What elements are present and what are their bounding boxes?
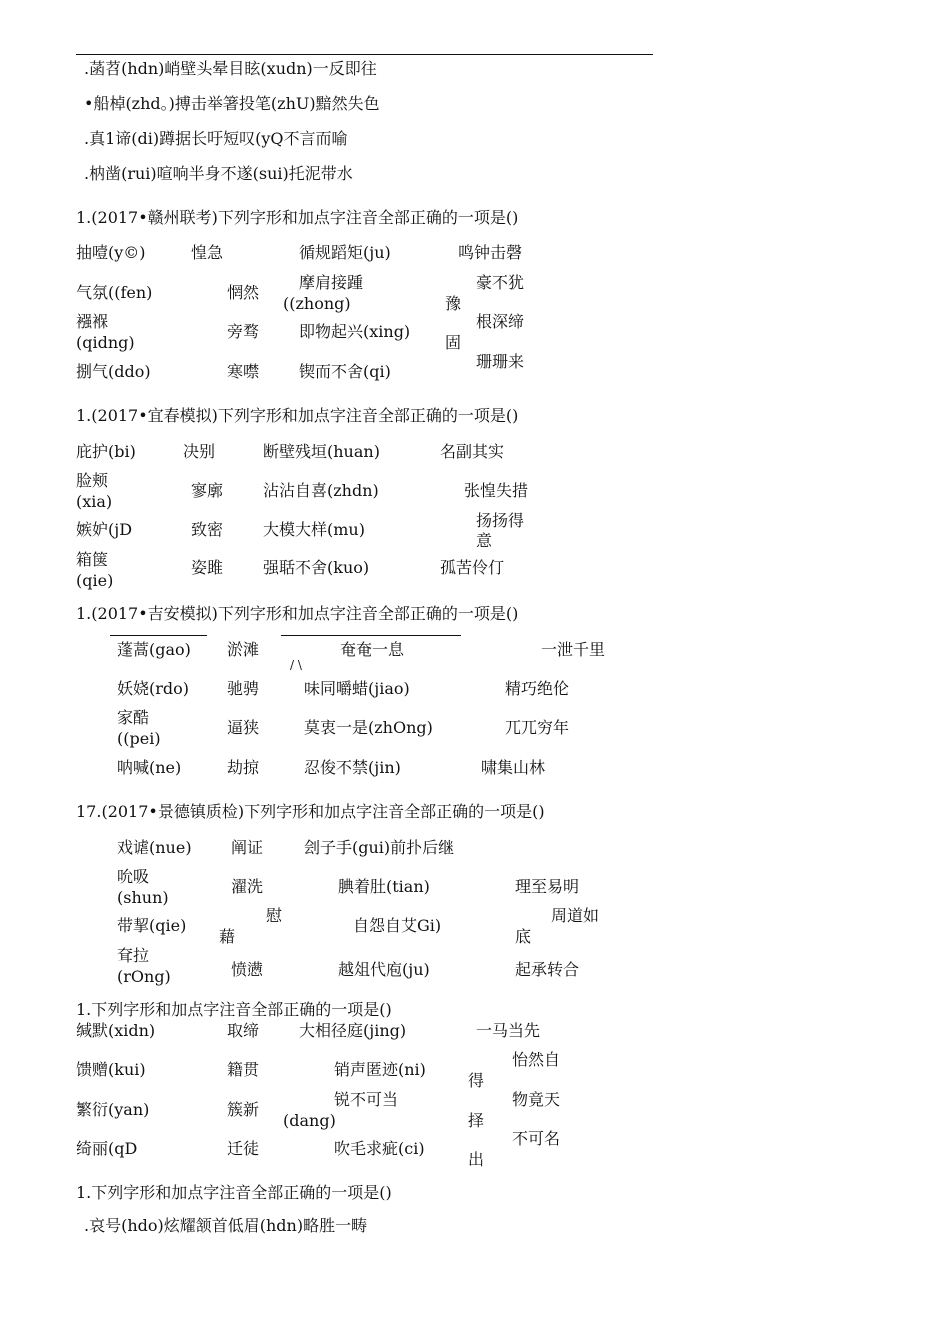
q3-option-c4: 兀兀穷年 [505, 718, 570, 737]
q5-option-a4: 一马当先 [476, 1021, 541, 1040]
q2-option-c1: 嫉妒(jD [76, 520, 133, 539]
q1-option-a2: 惶急 [191, 243, 224, 262]
q1-option-d4: 珊珊来 [476, 352, 525, 371]
q1-option-c3: 即物起兴(xing) [299, 322, 411, 341]
q3-option-b3: 味同嚼蜡(jiao) [304, 679, 410, 698]
q2-option-a3: 断壁残垣(huan) [263, 442, 380, 461]
q4-option-c1: 带挈(qie) [117, 916, 187, 935]
q1-col-char-2: 固 [445, 333, 462, 352]
q5-col-char-2: 择 [468, 1111, 485, 1130]
q6-option-a: .哀号(hdo)炫耀颔首低眉(hdn)略胜一畴 [84, 1216, 368, 1235]
q4-option-c2b: 藉 [219, 927, 236, 946]
q2-option-b1: 脸颊 [76, 471, 109, 490]
q1-option-a1: 抽噎(y©) [76, 243, 146, 262]
q4-option-a1: 戏谑(nue) [117, 838, 192, 857]
q2-option-d4: 孤苦伶仃 [440, 558, 505, 577]
q4-option-c4-cont: 底 [515, 927, 532, 946]
q5-option-c1: 繁衍(yan) [76, 1100, 150, 1119]
q4-option-b2: 濯洗 [231, 877, 264, 896]
q3-option-d1: 呐喊(ne) [117, 758, 182, 777]
q1-option-b1: 气氛((fen) [76, 283, 153, 302]
q5-option-b1: 馈赠(kui) [76, 1060, 146, 1079]
q5-col-char-1: 得 [468, 1071, 485, 1090]
q1-option-a3: 循规蹈矩(ju) [299, 243, 391, 262]
q5-option-c3: 锐不可当 [334, 1090, 399, 1109]
q2-option-b1-pinyin: (xia) [76, 492, 113, 511]
q4-option-a3: 刽子手(gui)前扑后继 [304, 838, 455, 857]
q2-option-a4: 名副其实 [440, 442, 505, 461]
q2-option-a1: 庇护(bi) [76, 442, 136, 461]
q3-option-a2: 淤滩 [227, 640, 260, 659]
q3-option-b1: 妖娆(rdo) [117, 679, 190, 698]
q2-option-b4: 张惶失措 [464, 481, 529, 500]
q2-option-d1-pinyin-clip [76, 571, 136, 590]
q4-option-d1-pinyin: (rOng) [117, 967, 171, 986]
q1-col-char-1: 豫 [445, 294, 462, 313]
q2-option-b3: 沾沾自喜(zhdn) [263, 481, 379, 500]
q3-option-a1: 蓬蒿(gao) [117, 640, 191, 659]
q4-option-b3: 腆着肚(tian) [338, 877, 430, 896]
q2-option-d3: 强聒不舍(kuo) [263, 558, 370, 577]
q3-option-b4: 精巧绝伦 [505, 679, 570, 698]
q1-option-d2: 寒噤 [227, 362, 260, 381]
question-5-stem: 1.下列字形和加点字注音全部正确的一项是() [76, 1000, 392, 1019]
question-6-stem: 1.下列字形和加点字注音全部正确的一项是() [76, 1183, 392, 1202]
q3-option-d2: 劫掠 [227, 758, 260, 777]
q4-option-d4: 起承转合 [515, 960, 580, 979]
q3-option-c2: 逼狭 [227, 718, 260, 737]
q3-option-c1: 家酷 [117, 708, 150, 727]
intro-line-2: •船棹(zhd。)搏击举箸投笔(zhU)黯然失色 [84, 94, 380, 113]
question-3-stem: 1.(2017•吉安模拟)下列字形和加点字注音全部正确的一项是() [76, 604, 519, 623]
q5-option-b3: 销声匿迹(ni) [334, 1060, 426, 1079]
q4-option-c4: 周道如 [551, 906, 600, 925]
q4-option-c2a: 慰 [266, 906, 283, 925]
q3-option-d4: 啸集山林 [481, 758, 546, 777]
q1-option-c2: 旁骛 [227, 322, 260, 341]
q5-option-c4: 物竟天 [512, 1090, 561, 1109]
q1-option-c1-pinyin: (qidng) [76, 333, 135, 352]
q4-option-d3: 越俎代庖(ju) [338, 960, 430, 979]
q2-option-b2: 寥廓 [191, 481, 224, 500]
q3-option-c1-pinyin: ((pei) [117, 729, 161, 748]
question-1-stem: 1.(2017•赣州联考)下列字形和加点字注音全部正确的一项是() [76, 208, 519, 227]
question-2-stem: 1.(2017•宜春模拟)下列字形和加点字注音全部正确的一项是() [76, 406, 519, 425]
q4-option-b4: 理至易明 [515, 877, 580, 896]
q5-option-a2: 取缔 [227, 1021, 260, 1040]
q5-option-d1: 绮丽(qD [76, 1139, 138, 1158]
q5-col-char-3: 出 [468, 1150, 485, 1169]
q3-rule-right [281, 635, 461, 636]
q4-option-d1-pinyin-clip [117, 967, 177, 986]
question-4-stem: 17.(2017•景德镇质检)下列字形和加点字注音全部正确的一项是() [76, 802, 545, 821]
q1-option-d1: 捌气(ddo) [76, 362, 151, 381]
q2-option-d1: 箱箧 [76, 550, 109, 569]
q1-option-a4: 鸣钟击磬 [458, 243, 523, 262]
q4-option-b1: 吮吸 [117, 867, 150, 886]
top-rule [76, 54, 653, 55]
q5-option-b2: 籍贯 [227, 1060, 260, 1079]
q5-option-a3: 大相径庭(jing) [299, 1021, 407, 1040]
q4-option-d2: 愤懑 [231, 960, 264, 979]
q1-option-c1: 襁褓 [76, 312, 109, 331]
q5-option-a1: 缄默(xidn) [76, 1021, 156, 1040]
intro-line-4: .枘凿(rui)喧响半身不遂(sui)托泥带水 [84, 164, 353, 183]
q3-option-a3-marks: / \ [290, 658, 302, 672]
q3-option-a4: 一泄千里 [541, 640, 606, 659]
q1-option-b3-pinyin: ((zhong) [283, 294, 351, 313]
q3-option-b2: 驰骋 [227, 679, 260, 698]
q3-option-a3: 奄奄一息 [340, 640, 405, 659]
q4-option-b1-pinyin: (shun) [117, 888, 169, 907]
q5-option-c2: 簇新 [227, 1100, 260, 1119]
q2-option-a2: 决别 [183, 442, 216, 461]
q5-option-b4: 怡然自 [512, 1050, 561, 1069]
q4-option-c3: 自怨自艾Gi) [353, 916, 442, 935]
q5-option-d3: 吹毛求疵(ci) [334, 1139, 425, 1158]
q1-option-b4: 豪不犹 [476, 273, 525, 292]
q4-option-a2: 阐证 [231, 838, 264, 857]
q5-option-c3-pinyin: (dang) [283, 1111, 336, 1130]
q1-option-b2: 惘然 [227, 283, 260, 302]
intro-line-1: .菡苕(hdn)峭壁头晕目眩(xudn)一反即往 [84, 59, 377, 78]
q4-option-d1: 耷拉 [117, 946, 150, 965]
q2-option-d2: 姿雎 [191, 558, 224, 577]
q5-option-d4: 不可名 [512, 1129, 561, 1148]
q3-option-c3: 莫衷一是(zhOng) [304, 718, 433, 737]
q1-option-d3: 锲而不舍(qi) [299, 362, 391, 381]
q5-col-char-3-clip [468, 1150, 488, 1169]
q2-option-c4-cont: 意 [476, 531, 493, 550]
intro-line-3: .真1谛(di)蹲据长吁短叹(yQ不言而喻 [84, 129, 348, 148]
q1-option-c4: 根深缔 [476, 312, 525, 331]
q2-option-c4: 扬扬得 [476, 511, 525, 530]
q2-option-c2: 致密 [191, 520, 224, 539]
q3-rule-left [110, 635, 207, 636]
q2-option-c3: 大模大样(mu) [263, 520, 365, 539]
q3-option-d3: 忍俊不禁(jin) [304, 758, 401, 777]
q5-option-d2: 迁徒 [227, 1139, 260, 1158]
q1-option-b3: 摩肩接踵 [299, 273, 364, 292]
q2-option-d1-pinyin: (qie) [76, 571, 114, 590]
